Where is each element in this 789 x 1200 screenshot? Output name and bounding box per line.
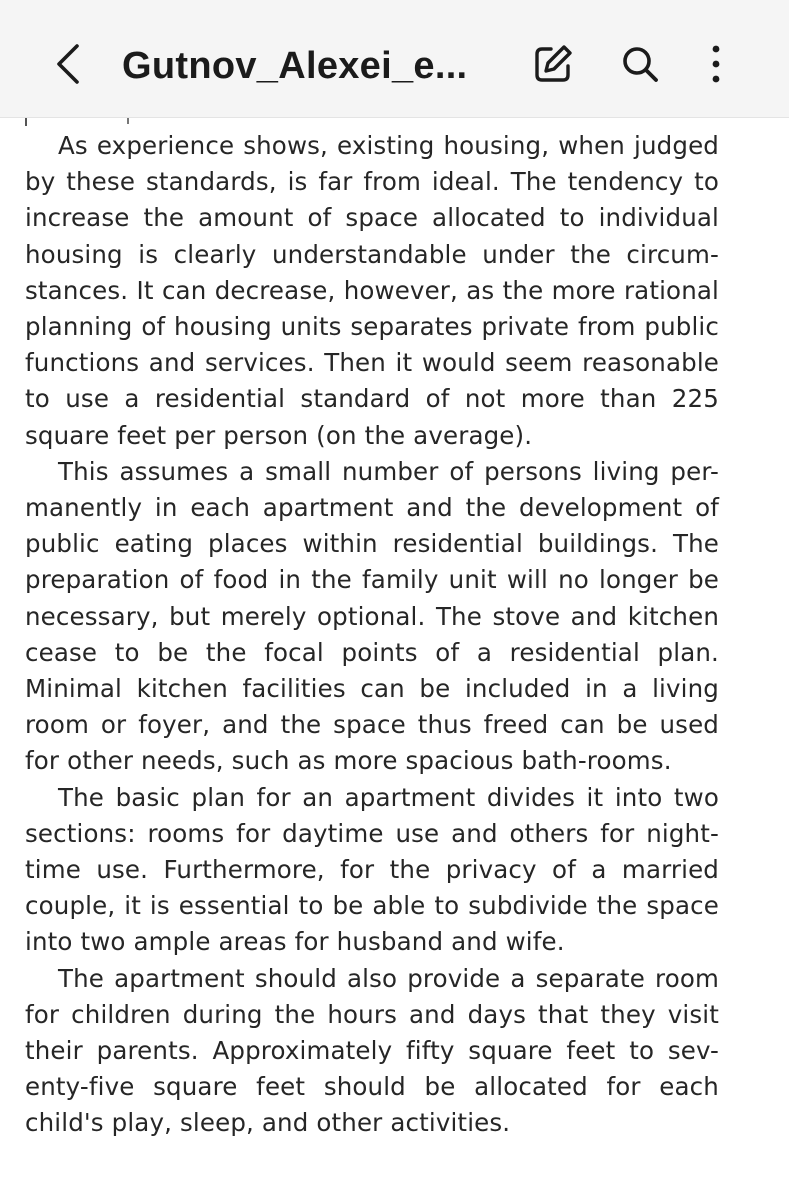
more-vertical-icon <box>706 42 726 86</box>
paragraph: As experience shows, existing housing, when judged by these standards, is far from ideal. The tendency to increase the amount of space allocated to individual housing is clearly understandable under the circum-stances. It can decrease, however, as the more rational planning of housing units separates private from public functions and services. Then it would seem reasonable to use a residential standard of not more than 225 square feet per person (on the average). <box>25 131 719 450</box>
document-text <box>25 128 719 1142</box>
more-options-button[interactable] <box>690 38 742 90</box>
document-title: Gutnov_Alexei_e... <box>122 45 468 87</box>
back-button[interactable] <box>44 34 92 94</box>
edit-icon <box>531 42 575 86</box>
paragraph: The basic plan for an apartment divides it into two sections: rooms for daytime use and others for night-time use. Furthermore, for the privacy of a married couple, it is essential to be able to subdivide the space into two ample areas for husband and wife. <box>25 782 719 957</box>
search-icon <box>618 42 662 86</box>
document-page[interactable] <box>0 118 789 1200</box>
paragraph: The apartment should also provide a separate room for children during the hours and days that they visit their parents. Approximately fifty square feet to sev-enty-five square feet should be allocated for each child's play, sleep, and other activities. <box>25 963 719 1138</box>
chevron-left-icon <box>53 42 83 86</box>
app-toolbar <box>0 0 789 118</box>
search-button[interactable] <box>614 38 666 90</box>
paragraph: This assumes a small number of persons living per-manently in each apartment and the development of public eating places within residential buildings. The preparation of food in the family unit will no longer be necessary, but merely optional. The stove and kitchen cease to be the focal points of a residential plan. Minimal kitchen facilities can be included in a living room or foyer, and the space thus freed can be used for other needs, such as more spacious bath-rooms. <box>25 456 719 776</box>
edit-button[interactable] <box>527 38 579 90</box>
